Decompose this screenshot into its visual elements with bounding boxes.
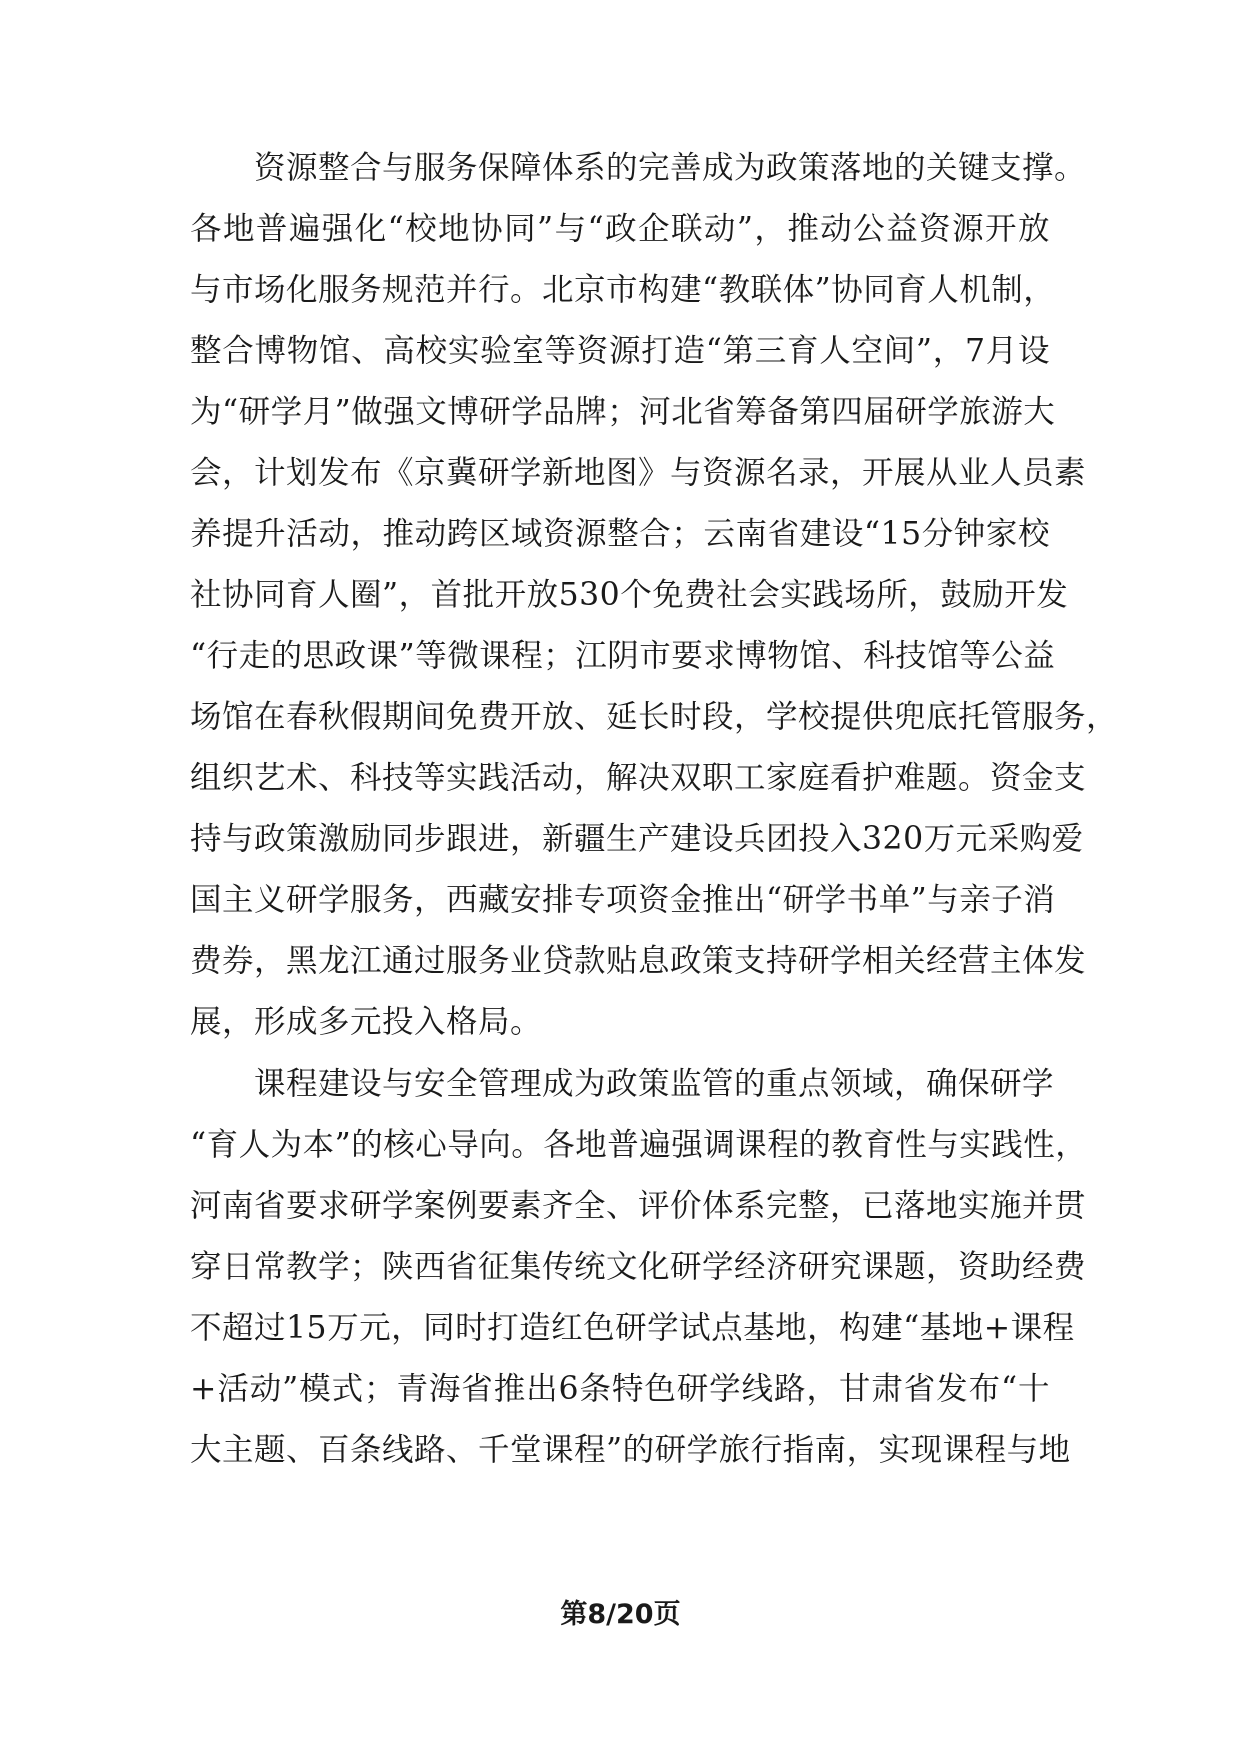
paragraph-2-line-3: 河南省要求研学案例要素齐全、评价体系完整，已落地实施并贯 — [190, 1188, 1087, 1224]
paragraph-1-line-2: 各地普遍强化“校地协同”与“政企联动”，推动公益资源开放 — [190, 211, 1050, 247]
paragraph-2-line-7: 大主题、百条线路、千堂课程”的研学旅行指南，实现课程与地 — [190, 1432, 1071, 1468]
paragraph-2-line-1: 课程建设与安全管理成为政策监管的重点领域，确保研学 — [254, 1066, 1055, 1102]
paragraph-1-line-9: “行走的思政课”等微课程；江阴市要求博物馆、科技馆等公益 — [190, 638, 1056, 674]
paragraph-1-line-6: 会，计划发布《京冀研学新地图》与资源名录，开展从业人员素 — [190, 455, 1087, 491]
paragraph-1-line-8: 社协同育人圈”，首批开放530个免费社会实践场所，鼓励开发 — [190, 577, 1069, 613]
paragraph-1-line-11: 组织艺术、科技等实践活动，解决双职工家庭看护难题。资金支 — [190, 760, 1087, 796]
paragraph-1-line-15: 展，形成多元投入格局。 — [190, 1004, 543, 1040]
paragraph-2-line-2: “育人为本”的核心导向。各地普遍强调课程的教育性与实践性， — [190, 1127, 1088, 1163]
paragraph-1-line-7: 养提升活动，推动跨区域资源整合；云南省建设“15分钟家校 — [190, 516, 1050, 552]
paragraph-1-line-10: 场馆在春秋假期间免费开放、延长时段，学校提供兜底托管服务， — [190, 699, 1119, 735]
paragraph-1-line-1: 资源整合与服务保障体系的完善成为政策落地的关键支撑。 — [254, 150, 1087, 186]
paragraph-2-line-5: 不超过15万元，同时打造红色研学试点基地，构建“基地+课程 — [190, 1310, 1075, 1346]
paragraph-1-line-14: 费券，黑龙江通过服务业贷款贴息政策支持研学相关经营主体发 — [190, 943, 1087, 979]
paragraph-1-line-3: 与市场化服务规范并行。北京市构建“教联体”协同育人机制， — [190, 272, 1056, 308]
paragraph-2-line-6: +活动”模式；青海省推出6条特色研学线路，甘肃省发布“十 — [190, 1371, 1050, 1407]
paragraph-1-line-4: 整合博物馆、高校实验室等资源打造“第三育人空间”，7月设 — [190, 333, 1050, 369]
paragraph-1-line-5: 为“研学月”做强文博研学品牌；河北省筹备第四届研学旅游大 — [190, 394, 1056, 430]
page-number: 第8/20页 — [560, 1599, 681, 1630]
paragraph-1-line-12: 持与政策激励同步跟进，新疆生产建设兵团投入320万元采购爱 — [190, 821, 1084, 857]
paragraph-2-line-4: 穿日常教学；陕西省征集传统文化研学经济研究课题，资助经费 — [190, 1249, 1087, 1285]
paragraph-1-line-13: 国主义研学服务，西藏安排专项资金推出“研学书单”与亲子消 — [190, 882, 1056, 918]
